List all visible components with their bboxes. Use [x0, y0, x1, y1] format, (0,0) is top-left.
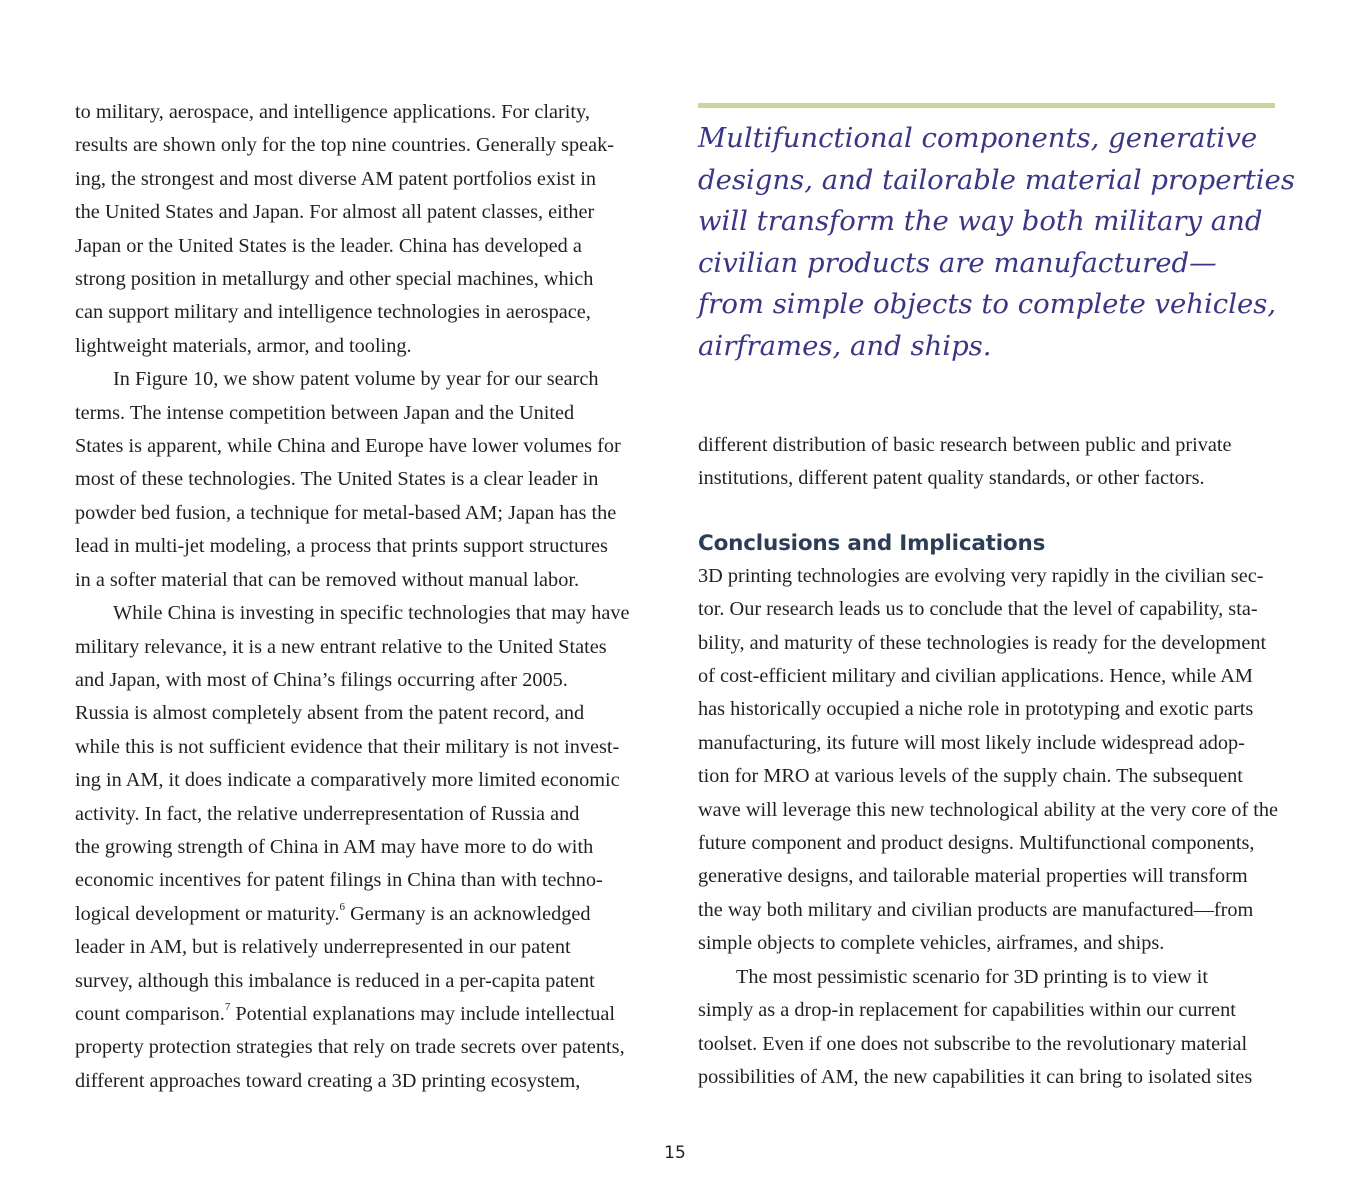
text-line: Russia is almost completely absent from the patent record, and	[75, 702, 585, 725]
text-line: ing in AM, it does indicate a comparatively more limited economic	[75, 769, 620, 792]
text-line: different distribution of basic research between public and private	[698, 434, 1232, 456]
section-heading-wrap	[698, 529, 1275, 559]
pull-quote	[698, 103, 1295, 368]
text-line: Japan or the United States is the leader. China has developed a	[75, 234, 582, 257]
text-line: the United States and Japan. For almost all patent classes, either	[75, 201, 595, 224]
text-line: ing, the strongest and most diverse AM patent portfolios exist in	[75, 167, 597, 190]
text-line: lead in multi-jet modeling, a process that prints support structures	[75, 535, 608, 558]
text-line: States is apparent, while China and Europe have lower volumes for	[75, 435, 621, 458]
text-line: while this is not sufficient evidence that their military is not invest-	[75, 735, 620, 758]
text-line: 3D printing technologies are evolving very rapidly in the civilian sec-	[698, 564, 1264, 587]
text-line: the growing strength of China in AM may have more to do with	[75, 835, 594, 858]
text-line: future component and product designs. Multifunctional components,	[698, 832, 1255, 855]
continuation-paragraph	[698, 429, 1275, 496]
text-line: tor. Our research leads us to conclude that the level of capability, sta-	[698, 598, 1258, 621]
text-line: most of these technologies. The United States is a clear leader in	[75, 468, 599, 491]
text-fragment: Potential explanations may include intellectual	[230, 1002, 615, 1025]
text-line: military relevance, it is a new entrant relative to the United States	[75, 635, 607, 658]
text-line: generative designs, and tailorable material properties will transform	[698, 865, 1248, 888]
page-number: 15	[664, 1143, 686, 1163]
text-line: simply as a drop-in replacement for capabilities within our current	[698, 999, 1236, 1022]
text-line: economic incentives for patent filings in China than with techno-	[75, 869, 603, 892]
pull-quote-line: civilian products are manufactured—	[698, 246, 1217, 279]
footnote-marker[interactable]: 7	[224, 1001, 231, 1014]
section-heading: Conclusions and Implications	[698, 530, 1046, 556]
text-line: wave will leverage this new technological ability at the very core of the	[698, 798, 1279, 821]
text-line: powder bed fusion, a technique for metal-based AM; Japan has the	[75, 501, 617, 524]
text-line	[75, 898, 653, 931]
text-line: terms. The intense competition between Japan and the United	[75, 401, 575, 424]
pull-quote-line: will transform the way both military and	[698, 205, 1263, 238]
text-line: tion for MRO at various levels of the supply chain. The subsequent	[698, 765, 1243, 788]
text-line: manufacturing, its future will most likely include widespread adop-	[698, 731, 1245, 754]
conclusions-paragraph-1	[698, 560, 1279, 961]
footnote-marker[interactable]: 6	[339, 900, 346, 913]
text-line: property protection strategies that rely on trade secrets over patents,	[75, 1036, 625, 1059]
text-line	[75, 998, 653, 1031]
text-line: strong position in metallurgy and other special machines, which	[75, 268, 594, 291]
text-line: activity. In fact, the relative underrepresentation of Russia and	[75, 802, 580, 825]
text-line: In Figure 10, we show patent volume by year for our search	[113, 368, 599, 391]
text-line: the way both military and civilian products are manufactured—from	[698, 898, 1254, 921]
text-fragment: count comparison.	[75, 1002, 225, 1025]
text-fragment: Germany is an acknowledged	[345, 902, 591, 925]
text-line: institutions, different patent quality standards, or other factors.	[698, 467, 1205, 490]
text-line: The most pessimistic scenario for 3D printing is to view it	[736, 965, 1209, 988]
pull-quote-line: from simple objects to complete vehicles,	[698, 288, 1277, 321]
body-paragraph-3	[75, 597, 653, 1098]
right-body	[698, 429, 1279, 1094]
text-line: and Japan, with most of China’s filings occurring after 2005.	[75, 668, 568, 691]
text-line: possibilities of AM, the new capabilities it can bring to isolated sites	[698, 1065, 1253, 1088]
pull-quote-line: airframes, and ships.	[698, 329, 992, 362]
text-line: toolset. Even if one does not subscribe to the revolutionary material	[698, 1032, 1248, 1055]
text-line: of cost-efficient military and civilian applications. Hence, while AM	[698, 665, 1253, 688]
text-fragment: logical development or maturity.	[75, 902, 340, 925]
right-column	[698, 96, 1295, 1088]
text-line: While China is investing in specific technologies that may have	[113, 602, 630, 625]
body-paragraph-2	[75, 363, 653, 597]
text-line: can support military and intelligence technologies in aerospace,	[75, 301, 591, 324]
text-line: results are shown only for the top nine countries. Generally speak-	[75, 134, 614, 157]
conclusions-paragraph-2	[698, 961, 1275, 1095]
text-line: has historically occupied a niche role in prototyping and exotic parts	[698, 698, 1254, 721]
text-line: simple objects to complete vehicles, airframes, and ships.	[698, 932, 1165, 955]
text-line: to military, aerospace, and intelligence applications. For clarity,	[75, 101, 590, 123]
pull-quote-line: designs, and tailorable material properties	[698, 163, 1295, 196]
left-column	[75, 96, 653, 1098]
text-line: different approaches toward creating a 3D printing ecosystem,	[75, 1069, 581, 1092]
text-line: survey, although this imbalance is reduced in a per-capita patent	[75, 969, 595, 992]
text-line: lightweight materials, armor, and tooling.	[75, 334, 412, 357]
body-paragraph-1	[75, 96, 653, 363]
pull-quote-line: Multifunctional components, generative	[698, 122, 1258, 154]
text-line: in a softer material that can be removed without manual labor.	[75, 568, 580, 591]
text-line: leader in AM, but is relatively underrepresented in our patent	[75, 936, 571, 959]
text-line: bility, and maturity of these technologies is ready for the development	[698, 631, 1267, 654]
